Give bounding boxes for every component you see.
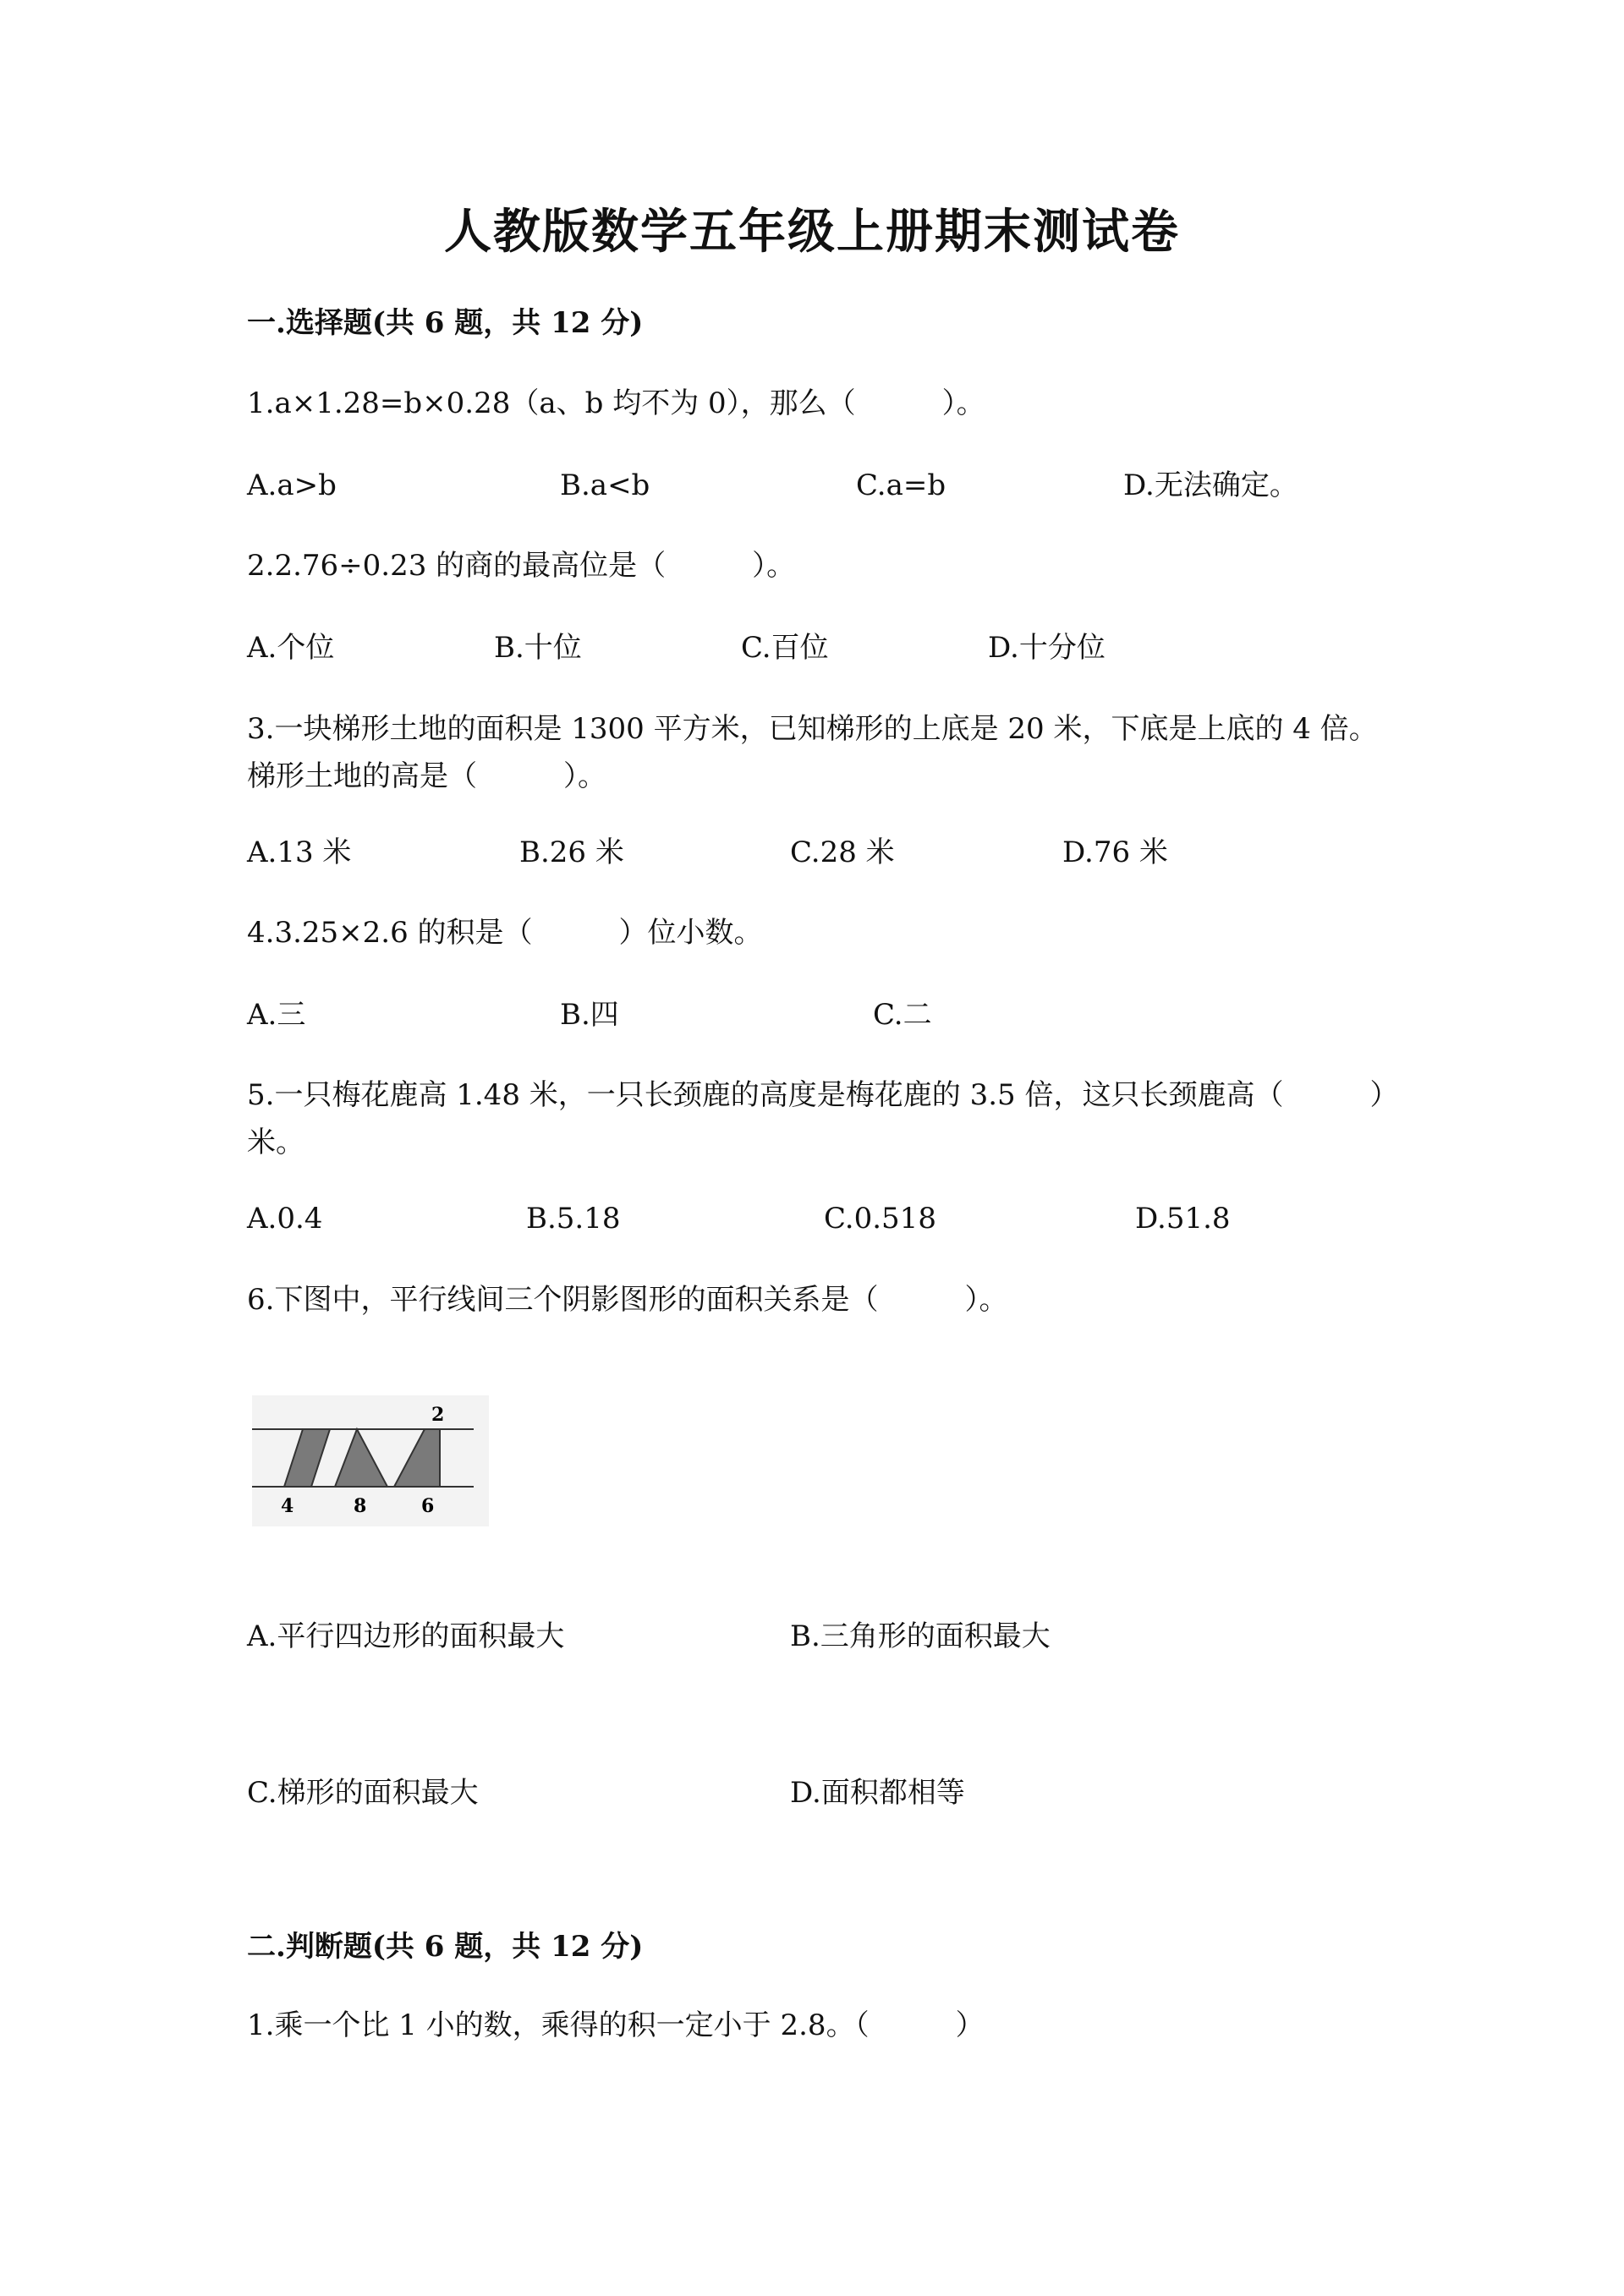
parallel-lines-figure	[252, 1395, 489, 1526]
section-2-header: 二.判断题(共 6 题，共 12 分)	[247, 1930, 644, 1964]
q4-option-c: C.二	[873, 998, 932, 1032]
q6-option-b: B.三角形的面积最大	[790, 1619, 1051, 1653]
q5-option-d: D.51.8	[1135, 1202, 1231, 1236]
label-bottom-1: 4	[281, 1495, 294, 1517]
question-2: 2.2.76÷0.23 的商的最高位是（ ）。	[247, 549, 796, 583]
question-5: 5.一只梅花鹿高 1.48 米，一只长颈鹿的高度是梅花鹿的 3.5 倍，这只长颈鹿高（ ）米。	[247, 1078, 1385, 1159]
q3-option-d: D.76 米	[1062, 836, 1168, 869]
parallelogram-shape	[284, 1429, 330, 1487]
q1-option-b: B.a<b	[560, 469, 650, 502]
q2-option-b: B.十位	[494, 631, 582, 665]
q5-option-c: C.0.518	[824, 1202, 936, 1236]
q6-option-a: A.平行四边形的面积最大	[247, 1619, 565, 1653]
label-bottom-2: 8	[354, 1495, 367, 1517]
question-1: 1.a×1.28=b×0.28（a、b 均不为 0），那么（ ）。	[247, 386, 985, 420]
question-6: 6.下图中，平行线间三个阴影图形的面积关系是（ ）。	[247, 1283, 1008, 1317]
q3-option-a: A.13 米	[247, 836, 352, 869]
q4-option-a: A.三	[247, 998, 306, 1032]
section-1-header: 一.选择题(共 6 题，共 12 分)	[247, 306, 644, 340]
q5-option-b: B.5.18	[526, 1202, 621, 1236]
q3-option-b: B.26 米	[519, 836, 624, 869]
q1-option-c: C.a=b	[856, 469, 946, 502]
label-bottom-3: 6	[421, 1495, 435, 1517]
q3-option-c: C.28 米	[790, 836, 895, 869]
q2-option-d: D.十分位	[988, 631, 1106, 665]
q6-option-d: D.面积都相等	[790, 1776, 965, 1810]
q2-option-a: A.个位	[247, 631, 335, 665]
q6-option-c: C.梯形的面积最大	[247, 1776, 479, 1810]
page-title: 人教版数学五年级上册期末测试卷	[444, 204, 1180, 260]
q1-option-d: D.无法确定。	[1123, 469, 1298, 502]
trapezoid-shape	[394, 1429, 440, 1487]
judgment-question-1: 1.乘一个比 1 小的数，乘得的积一定小于 2.8。（ ）	[247, 2008, 985, 2042]
label-top: 2	[431, 1404, 445, 1426]
q4-option-b: B.四	[560, 998, 619, 1032]
q2-option-c: C.百位	[741, 631, 829, 665]
question-3: 3.一块梯形土地的面积是 1300 平方米，已知梯形的上底是 20 米，下底是上底的 4 倍。梯形土地的高是（ ）。	[247, 712, 1378, 793]
q5-option-a: A.0.4	[247, 1202, 323, 1236]
question-4: 4.3.25×2.6 的积是（ ）位小数。	[247, 916, 763, 950]
triangle-shape	[335, 1429, 387, 1487]
q1-option-a: A.a>b	[247, 469, 337, 502]
